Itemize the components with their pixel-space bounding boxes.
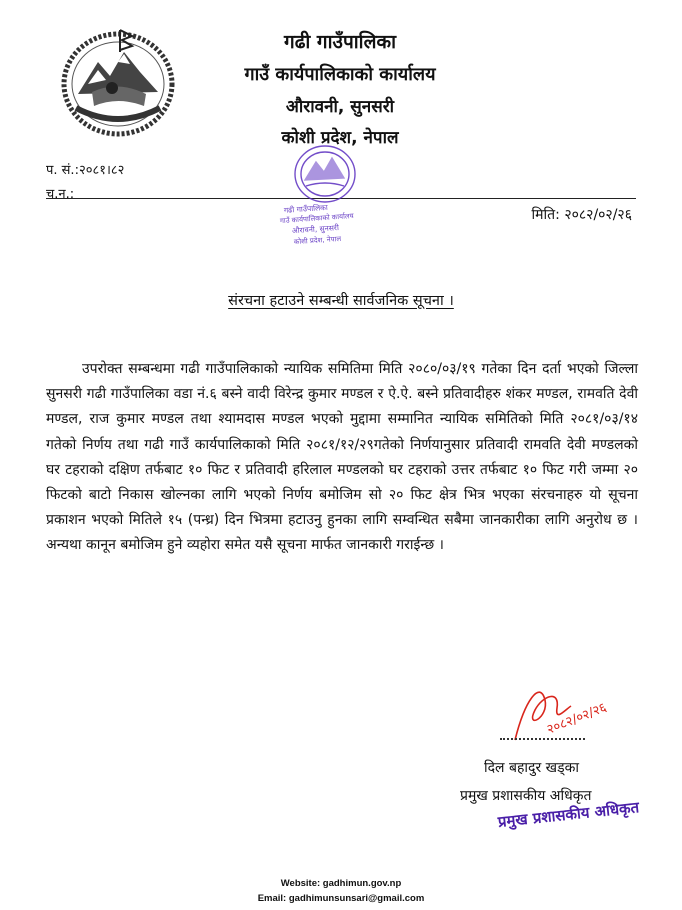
office-seal-stamp: [270, 140, 380, 252]
notice-subject-text: संरचना हटाउने सम्बन्धी सार्वजनिक सूचना ।: [228, 293, 454, 309]
signature-line: [500, 738, 585, 740]
svg-text:गाउँ कार्यपालिकाको कार्यालय: गाउँ कार्यपालिकाको कार्यालय: [279, 211, 354, 226]
svg-text:गढी गाउँपालिका: गढी गाउँपालिका: [283, 202, 329, 215]
notice-body: उपरोक्त सम्बन्धमा गढी गाउँपालिकाको न्यायिक समितिमा मिति २०८०/०३/१९ गतेका दिन दर्ता भएको जिल्ला सुनसरी गढी गाउँपालिका वडा नं.६ बस्ने वादी विरेन्द्र कुमार मण्डल र ऐ.ऐ. बस्ने प्रतिवादीहरु शंकर मण्डल, रामवति देवी मण्डल, राज कुमार मण्डल तथा श्यामदास मण्डल भएको मुद्दामा सम्मानित न्यायिक समितिको मिति २०८१/०३/१४ गतेको निर्णय तथा गढी गाउँ कार्यपालिकाको मिति २०८१/१२/२९गतेको निर्णयानुसार प्रतिवादी रामवति देवी मण्डलको घर टहराको दक्षिण तर्फबाट १० फिट र प्रतिवादी हरिलाल मण्डलको घर टहराको उत्तर तर्फबाट १० फिट गरी जम्मा २० फिटको बाटो निकास खोल्नका लागि भएको निर्णय बमोजिम सो २० फिट क्षेत्र भित्र भएका संरचनाहरु यो सूचना प्रकाशन भएको मितिले १५ (पन्ध्र) दिन भित्रमा हटाउनु हुनका लागि सम्वन्धित सबैमा जानकारीका लागि अनुरोध छ । अन्यथा कानून बमोजिम हुने व्यहोरा समेत यसै सूचना मार्फत जानकारी गराईन्छ ।: [46, 361, 638, 554]
patra-sankhya: प. सं.:२०८१।८२: [46, 163, 125, 178]
office-province: कोशी प्रदेश, नेपाल: [281, 128, 399, 148]
svg-text:कोशी प्रदेश, नेपाल: कोशी प्रदेश, नेपाल: [293, 234, 342, 247]
office-address: औरावनी, सुनसरी: [285, 97, 395, 117]
nepal-emblem-logo: [58, 22, 178, 140]
letter-date: मिति: २०८२/०२/२६: [531, 207, 632, 223]
office-name: गढी गाउँपालिका: [284, 31, 396, 53]
signatory-name: दिल बहादुर खड्का: [484, 760, 579, 776]
office-subtitle: गाउँ कार्यपालिकाको कार्यालय: [244, 64, 436, 85]
notice-subject: [0, 290, 682, 310]
footer-website: Website: gadhimun.gov.np: [280, 878, 402, 889]
designation-stamp: प्रमुख प्रशासकीय अधिकृत: [497, 798, 640, 831]
svg-text:औरावनी, सुनसरी: औरावनी, सुनसरी: [291, 223, 340, 236]
signatory-title: प्रमुख प्रशासकीय अधिकृत: [460, 788, 592, 804]
signature-date: २०८२/०२/२६: [544, 700, 609, 738]
chalani-number: च.न.:: [46, 187, 75, 202]
footer-email: Email: gadhimunsunsari@gmail.com: [257, 893, 425, 904]
